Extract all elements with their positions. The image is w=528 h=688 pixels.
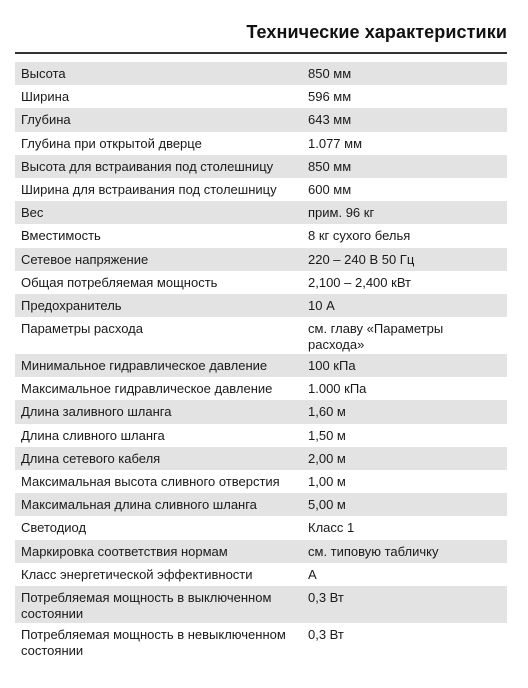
spec-value: 850 мм: [308, 66, 352, 81]
spec-value: 5,00 м: [308, 497, 346, 513]
title-divider: [15, 52, 507, 54]
table-row: [15, 271, 507, 294]
spec-value: 1,50 м: [308, 427, 346, 443]
spec-value: 1,00 м: [308, 474, 346, 489]
spec-value: 0,3 Вт: [308, 626, 344, 642]
spec-value: 596 мм: [308, 89, 352, 105]
table-row: [15, 400, 507, 423]
spec-label: Потребляемая мощность в выключенном состоянии: [21, 589, 272, 621]
spec-value: 643 мм: [308, 112, 352, 128]
spec-label: Высота: [21, 66, 66, 81]
table-row: [15, 178, 507, 201]
spec-label: Глубина при открытой дверце: [21, 135, 202, 151]
page-title: Технические характеристики: [246, 22, 507, 42]
table-row: [15, 317, 507, 354]
spec-label: Общая потребляемая мощность: [21, 274, 218, 290]
spec-label: Вес: [21, 205, 44, 221]
spec-value: прим. 96 кг: [308, 205, 375, 221]
spec-label: Максимальная длина сливного шланга: [21, 497, 257, 513]
spec-value: 2,100 – 2,400 кВт: [308, 274, 412, 290]
table-row: [15, 516, 507, 539]
spec-table: [15, 62, 507, 660]
table-row: [15, 132, 507, 155]
spec-label: Высота для встраивания под столешницу: [21, 158, 274, 174]
table-row: [15, 377, 507, 400]
spec-value: 220 – 240 В 50 Гц: [308, 251, 415, 267]
table-row: [15, 155, 507, 178]
spec-label: Вместимость: [21, 228, 101, 244]
table-row: [15, 354, 507, 377]
spec-value: 1.000 кПа: [308, 381, 367, 397]
table-row: [15, 62, 507, 85]
spec-value: A: [308, 566, 317, 582]
table-row: [15, 294, 507, 317]
spec-value: см. типовую табличку: [308, 543, 439, 559]
spec-value: 8 кг сухого белья: [308, 228, 411, 244]
spec-label: Максимальное гидравлическое давление: [21, 381, 273, 397]
table-row: [15, 447, 507, 470]
spec-value: см. главу «Параметры расхода»: [308, 321, 444, 353]
spec-value: 10 А: [308, 297, 335, 313]
spec-label: Глубина: [21, 112, 71, 128]
table-row: [15, 540, 507, 563]
spec-value: 1.077 мм: [308, 135, 363, 151]
spec-label: Предохранитель: [21, 297, 122, 313]
table-row: [15, 623, 507, 660]
spec-value: Класс 1: [308, 520, 355, 536]
spec-label: Длина сливного шланга: [21, 427, 165, 443]
spec-value: 2,00 м: [308, 450, 346, 466]
spec-label: Минимальное гидравлическое давление: [21, 358, 268, 374]
spec-label: Максимальная высота сливного отверстия: [21, 474, 280, 489]
spec-value: 100 кПа: [308, 358, 356, 374]
spec-value: 600 мм: [308, 181, 352, 197]
table-row: [15, 470, 507, 493]
spec-label: Длина сетевого кабеля: [21, 450, 161, 466]
spec-label: Длина заливного шланга: [21, 404, 172, 420]
spec-value: 0,3 Вт: [308, 589, 344, 605]
spec-label: Маркировка соответствия нормам: [21, 543, 228, 559]
spec-label: Сетевое напряжение: [21, 251, 149, 267]
spec-label: Потребляемая мощность в невыключенном состоянии: [21, 626, 286, 658]
spec-value: 850 мм: [308, 158, 352, 174]
spec-label: Ширина для встраивания под столешницу: [21, 181, 277, 197]
spec-label: Светодиод: [21, 520, 87, 536]
table-row: [15, 224, 507, 247]
table-row: [15, 201, 507, 224]
table-row: [15, 85, 507, 108]
table-row: [15, 108, 507, 131]
spec-label: Класс энергетической эффективности: [21, 566, 253, 582]
spec-label: Параметры расхода: [21, 321, 143, 337]
spec-label: Ширина: [21, 89, 70, 105]
table-row: [15, 248, 507, 271]
table-row: [15, 424, 507, 447]
spec-value: 1,60 м: [308, 404, 346, 420]
table-row: [15, 586, 507, 623]
table-row: [15, 493, 507, 516]
table-row: [15, 563, 507, 586]
